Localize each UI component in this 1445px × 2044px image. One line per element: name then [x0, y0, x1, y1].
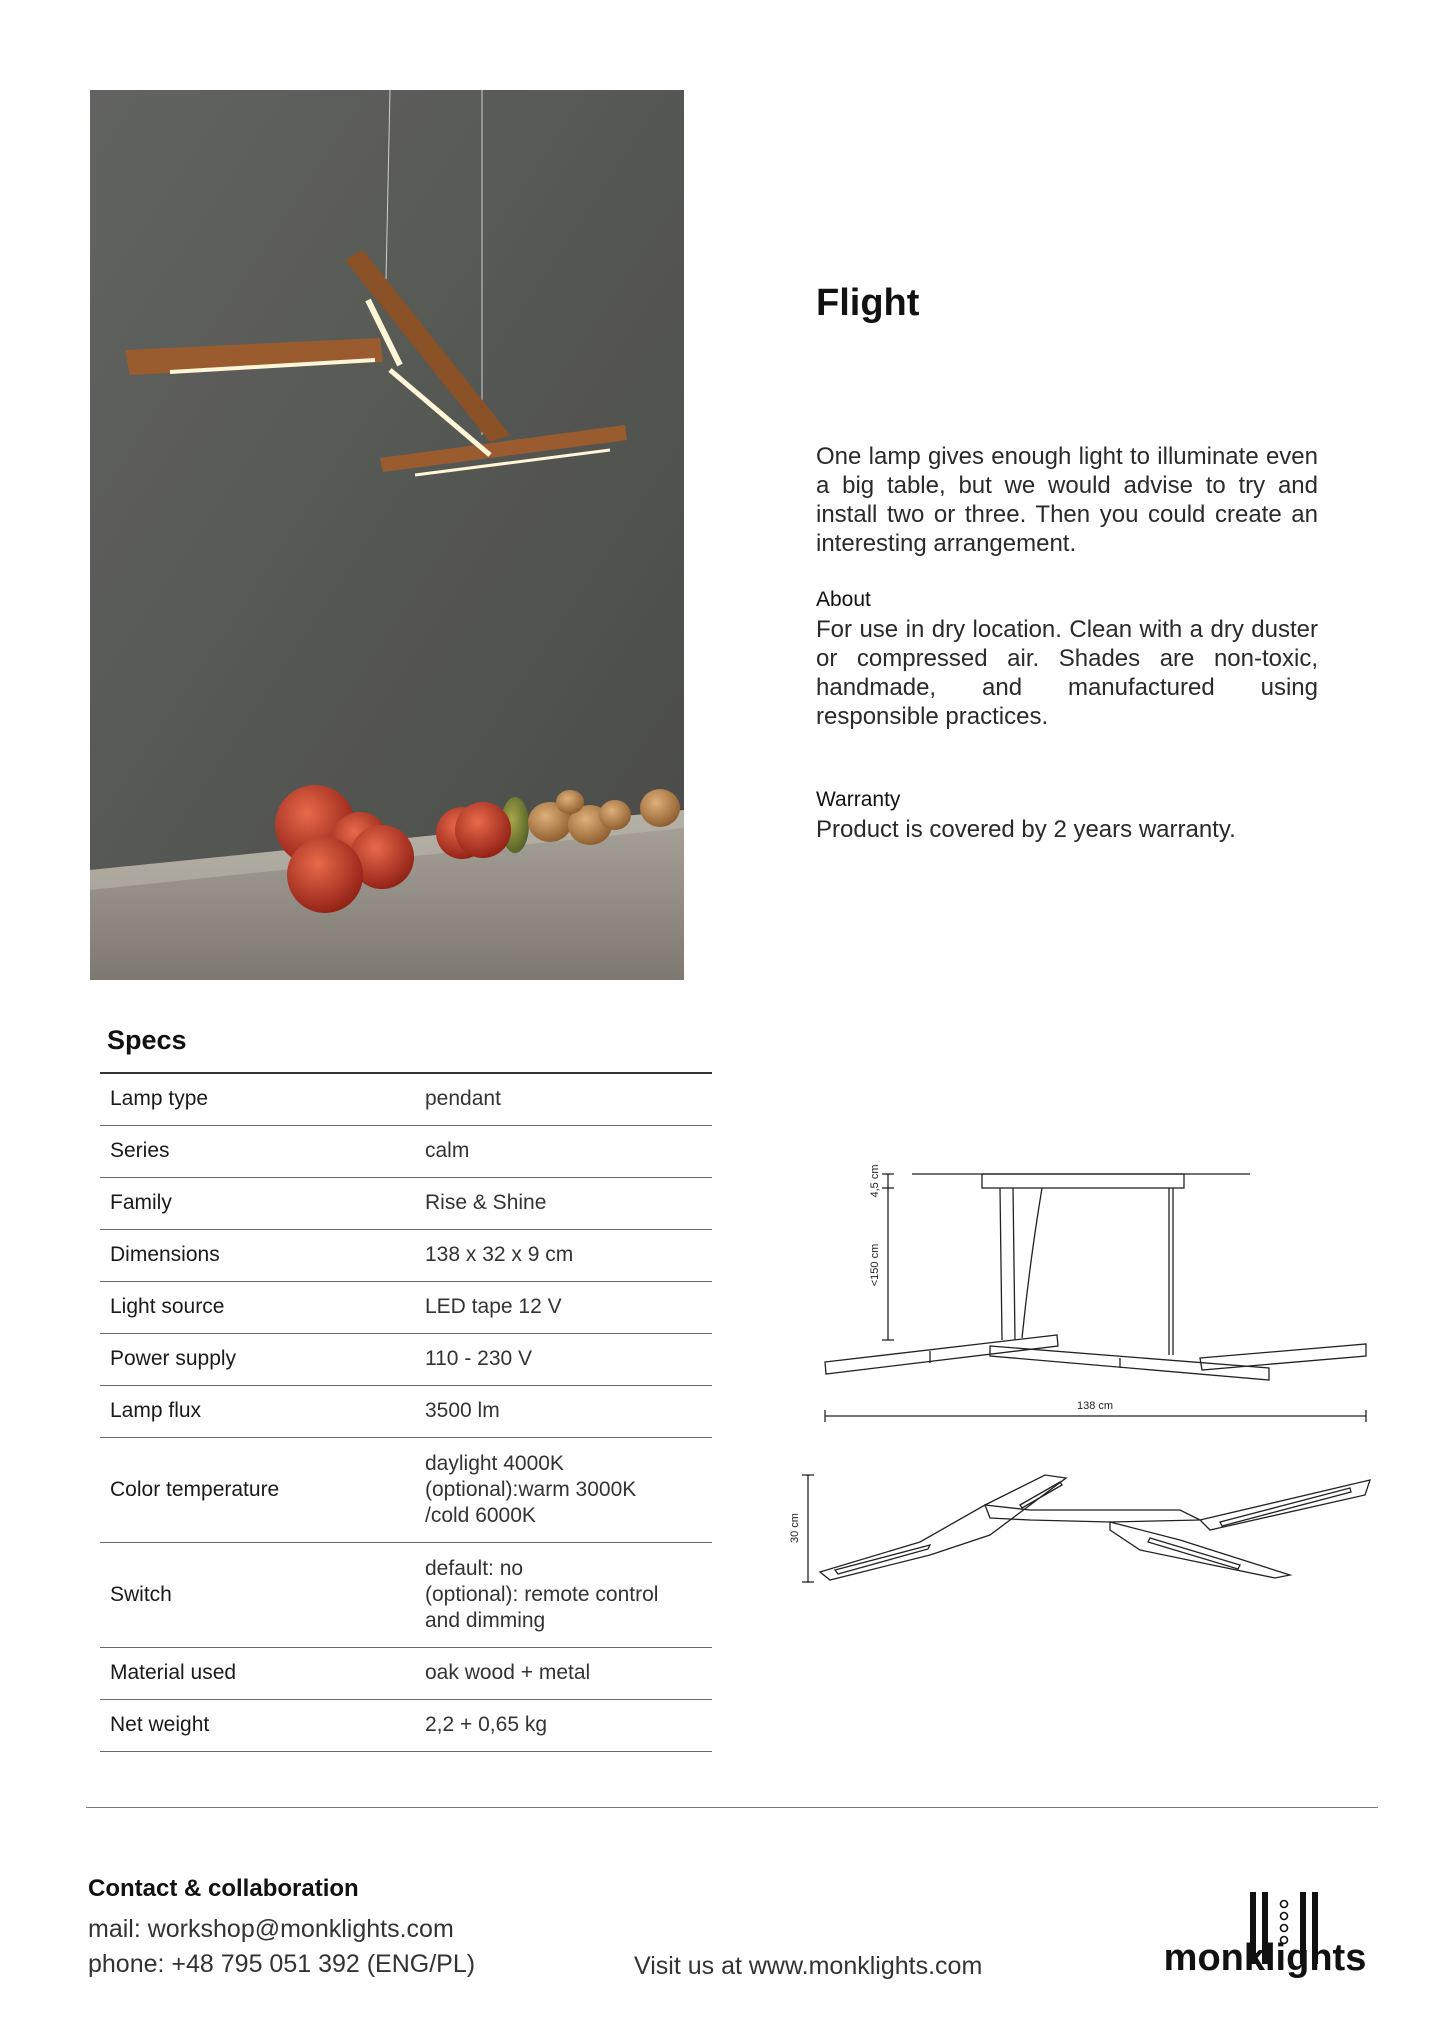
spec-label: Dimensions [110, 1243, 220, 1266]
table-row [100, 1385, 712, 1437]
spec-label: Switch [110, 1582, 172, 1606]
spec-label: Light source [110, 1295, 225, 1318]
table-row [100, 1125, 712, 1177]
table-row [100, 1073, 712, 1125]
spec-value: calm [425, 1139, 470, 1162]
spec-value: pendant [425, 1087, 501, 1111]
table-row [100, 1177, 712, 1229]
logo-wordmark: monklights [1163, 1937, 1367, 1979]
warranty-text: Product is covered by 2 years warranty. [816, 816, 1236, 843]
spec-label: Power supply [110, 1347, 237, 1370]
warranty-heading: Warranty [816, 788, 901, 811]
table-row [100, 1647, 712, 1699]
footer-divider [86, 1807, 1378, 1808]
table-row [100, 1699, 712, 1751]
specs-heading: Specs [107, 1025, 187, 1055]
spec-value: 110 - 230 V [425, 1347, 533, 1370]
dimension-depth: 30 cm [789, 1513, 801, 1543]
about-heading: About [816, 588, 871, 611]
table-row [100, 1437, 712, 1542]
spec-label: Color temperature [110, 1477, 280, 1501]
spec-value: 138 x 32 x 9 cm [425, 1243, 574, 1266]
spec-value: 3500 lm [425, 1399, 500, 1422]
technical-drawing [780, 1150, 1380, 1610]
table-row [100, 1229, 712, 1281]
dimension-width: 138 cm [1076, 1400, 1114, 1412]
spec-label: Lamp type [110, 1087, 209, 1111]
spec-label: Lamp flux [110, 1399, 202, 1422]
product-intro: One lamp gives enough light to illuminate even a big table, but we would advise to try and install two or three. Then you could create an interesting arrangement. [816, 443, 1318, 557]
spec-value: oak wood + metal [425, 1661, 591, 1684]
product-title: Flight [816, 282, 920, 324]
table-row [100, 1281, 712, 1333]
spec-label: Series [110, 1139, 170, 1162]
monklights-logo [1160, 1890, 1375, 2000]
spec-label: Net weight [110, 1713, 210, 1736]
website-link[interactable]: Visit us at www.monklights.com [634, 1952, 983, 1980]
dimension-cable: <150 cm [869, 1243, 881, 1287]
table-row [100, 1333, 712, 1385]
contact-phone[interactable]: phone: +48 795 051 392 (ENG/PL) [88, 1950, 476, 1978]
spec-value: Rise & Shine [425, 1191, 547, 1214]
about-text: For use in dry location. Clean with a dry duster or compressed air. Shades are non-toxic, handmade, and manufactured using responsible practices. [816, 616, 1318, 730]
dimension-canopy: 4,5 cm [869, 1164, 881, 1198]
spec-value: default: no (optional): remote control and dimming [425, 1556, 659, 1632]
spec-label: Family [110, 1191, 172, 1214]
contact-email[interactable]: mail: workshop@monklights.com [88, 1915, 454, 1943]
spec-value: LED tape 12 V [425, 1295, 562, 1318]
product-photo [90, 90, 684, 980]
specs-table [100, 1072, 712, 1752]
spec-value: 2,2 + 0,65 kg [425, 1713, 548, 1736]
spec-label: Material used [110, 1661, 237, 1684]
spec-value: daylight 4000K (optional):warm 3000K /cold 6000K [425, 1451, 637, 1527]
table-row [100, 1542, 712, 1647]
contact-heading: Contact & collaboration [88, 1875, 359, 1902]
